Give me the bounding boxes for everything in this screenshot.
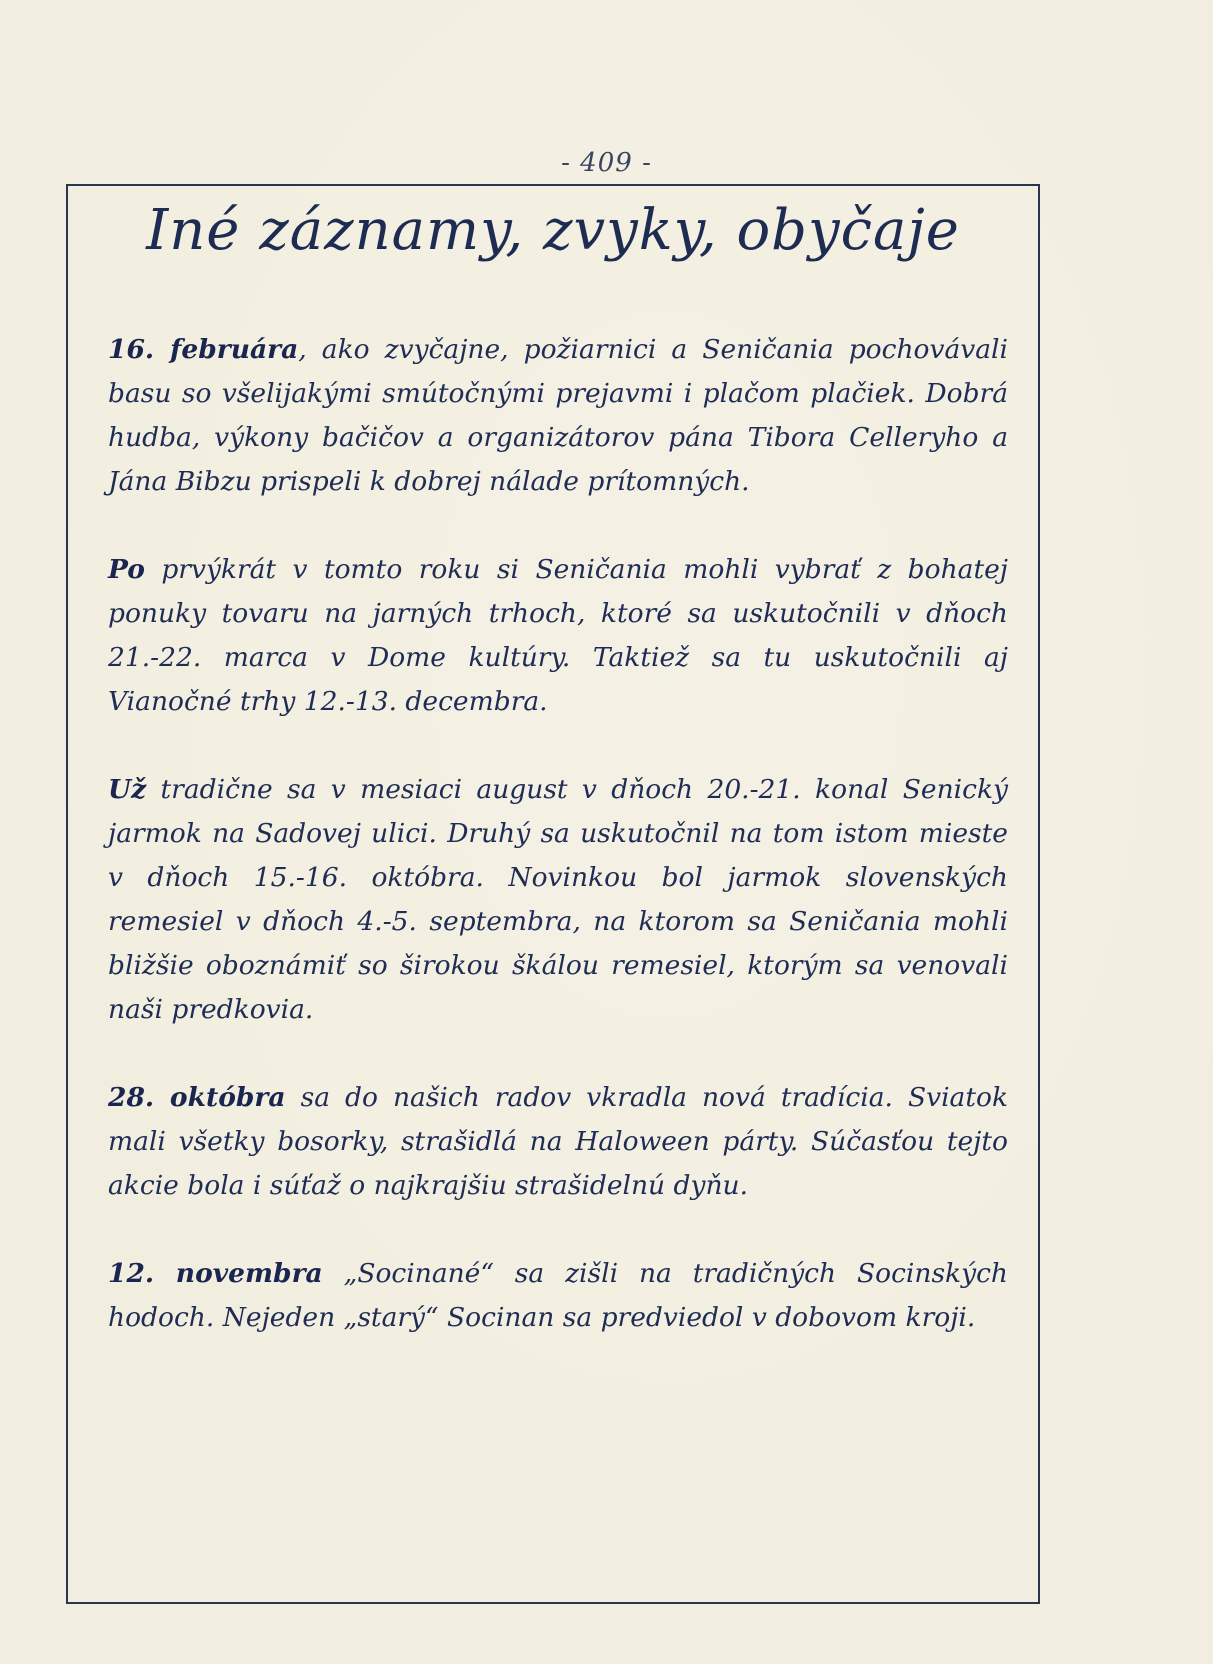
- page-title: Iné záznamy, zvyky, obyčaje: [146, 198, 960, 263]
- entry-lead: 16. februára: [108, 334, 299, 365]
- page-number: - 409 -: [561, 148, 652, 178]
- entry-lead: Po: [108, 554, 145, 585]
- entry-text: „Socinané“ sa zišli na tradičných Socinských hodoch. Nejeden „starý“ Socinan sa predviedol v dobovom kroji.: [108, 1258, 1008, 1333]
- entry-lead: 12. novembra: [108, 1258, 323, 1289]
- entry-text: prvýkrát v tomto roku si Seničania mohli vybrať z bohatej ponuky tovaru na jarných trhoch, ktoré sa uskutočnili v dňoch 21.-22. marca v Dome kultúry. Taktiež sa tu uskutočnili aj Vianočné trhy 12.-13. decembra.: [108, 554, 1008, 717]
- entry-text: tradične sa v mesiaci august v dňoch 20.-21. konal Senický jarmok na Sadovej ulici. Druhý sa uskutočnil na tom istom mieste v dňoch 15.-16. októbra. Novinkou bol jarmok slovenských remesiel v dňoch 4.-5. septembra, na ktorom sa Seničania mohli bližšie oboznámiť so širokou škálou remesiel, ktorým sa venovali naši predkovia.: [108, 774, 1008, 1025]
- text-frame: [66, 184, 1040, 1604]
- entry-lead: Už: [108, 774, 147, 805]
- entries-list: [108, 328, 1008, 1340]
- entry-text: , ako zvyčajne, požiarnici a Seničania pochovávali basu so všelijakými smútočnými prejavmi i plačom plačiek. Dobrá hudba, výkony bačičov a organizátorov pána Tibora Celleryho a Jána Bibzu prispeli k dobrej nálade prítomných.: [108, 334, 1008, 497]
- entry-february-16: [108, 328, 1008, 504]
- entry-text: sa do našich radov vkradla nová tradícia. Sviatok mali všetky bosorky, strašidlá na Haloween párty. Súčasťou tejto akcie bola i súťaž o najkrajšiu strašidelnú dyňu.: [108, 1082, 1009, 1201]
- entry-lead: 28. októbra: [108, 1082, 286, 1113]
- entry-spring-markets: [108, 548, 1008, 724]
- entry-october-28: [108, 1076, 1008, 1208]
- entry-senica-fair: [108, 768, 1008, 1032]
- entry-november-12: [108, 1252, 1008, 1340]
